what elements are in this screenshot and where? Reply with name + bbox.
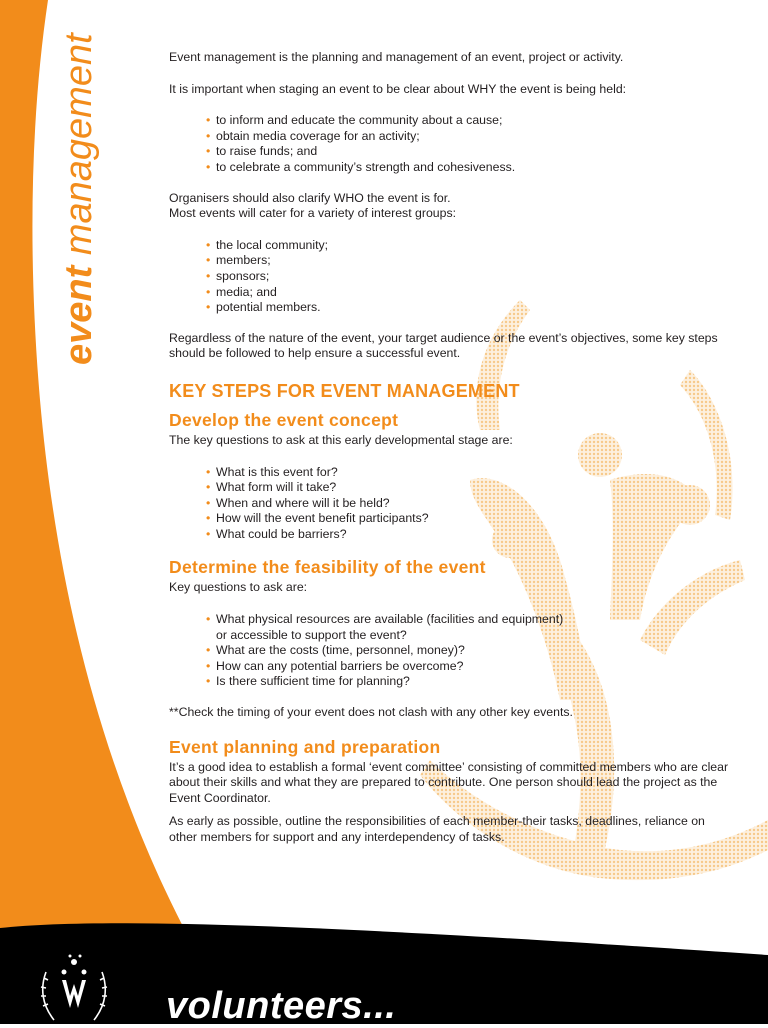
- feasibility-heading: Determine the feasibility of the event: [169, 557, 486, 578]
- list-item: • What are the costs (time, personnel, money)?: [216, 643, 576, 659]
- who-list: [169, 238, 729, 316]
- who-text-2: Most events will cater for a variety of interest groups:: [169, 206, 457, 221]
- intro-paragraph-1: Event management is the planning and management of an event, project or activity.: [169, 50, 624, 64]
- list-item: • When and where will it be held?: [216, 496, 729, 512]
- footer-brand-text: volunteers...: [166, 985, 397, 1027]
- regardless-paragraph: Regardless of the nature of the event, your target audience or the event’s objectives, some key steps should be followed to help ensure a successful event.: [169, 330, 718, 361]
- list-item: • What physical resources are available (facilities and equipment) or accessible to support the event?: [216, 612, 576, 643]
- side-title: [60, 33, 98, 365]
- list-item: • to raise funds; and: [216, 144, 729, 160]
- list-item: • potential members.: [216, 300, 729, 316]
- list-item: • to celebrate a community’s strength and cohesiveness.: [216, 160, 729, 176]
- list-item: • What is this event for?: [216, 465, 729, 481]
- concept-intro: The key questions to ask at this early developmental stage are:: [169, 432, 513, 447]
- planning-paragraph-2: As early as possible, outline the responsibilities of each member-their tasks, deadlines, reliance on other members for support and any interdependency of tasks.: [169, 814, 705, 844]
- feasibility-list: [169, 612, 576, 690]
- concept-heading: Develop the event concept: [169, 409, 399, 430]
- list-item: • Is there sufficient time for planning?: [216, 674, 576, 690]
- list-item: • obtain media coverage for an activity;: [216, 129, 729, 145]
- list-item: • media; and: [216, 285, 729, 301]
- concept-list: [169, 465, 729, 543]
- who-text-1: Organisers should also clarify WHO the event is for.: [169, 190, 451, 205]
- volunteer-logo-icon: [34, 950, 114, 1024]
- why-list: [169, 113, 729, 175]
- list-item: • to inform and educate the community about a cause;: [216, 113, 729, 129]
- list-item: • What form will it take?: [216, 480, 729, 496]
- key-steps-heading: KEY STEPS FOR EVENT MANAGEMENT: [169, 380, 520, 401]
- list-item: • How will the event benefit participants?: [216, 511, 729, 527]
- side-title-bold: event: [58, 265, 100, 365]
- list-item: • the local community;: [216, 238, 729, 254]
- list-item: • How can any potential barriers be overcome?: [216, 659, 576, 675]
- planning-paragraph-1: It’s a good idea to establish a formal ‘event committee’ consisting of committed members who are clear about their skills and what they are prepared to contribute. One person should lead the project as the Event Coordinator.: [169, 759, 729, 805]
- main-content: [169, 50, 729, 846]
- feasibility-intro: Key questions to ask are:: [169, 580, 308, 595]
- list-item: • What could be barriers?: [216, 527, 729, 543]
- list-item: • sponsors;: [216, 269, 729, 285]
- feasibility-note: **Check the timing of your event does not clash with any other key events.: [169, 705, 573, 720]
- intro-paragraph-2: It is important when staging an event to be clear about WHY the event is being held:: [169, 81, 627, 96]
- planning-heading: Event planning and preparation: [169, 736, 441, 757]
- list-item: • members;: [216, 253, 729, 269]
- side-title-light: management: [58, 33, 100, 256]
